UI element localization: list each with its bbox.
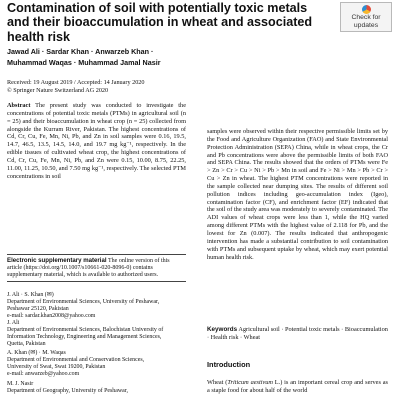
- affiliation-name: M. J. Nasir: [7, 381, 34, 387]
- keywords-text: Agricultural soil · Potential toxic metals · Bioaccumulation · Health risk · Wheat: [207, 326, 388, 341]
- introduction-heading: Introduction: [207, 360, 251, 369]
- intro-text-start: Wheat (: [207, 379, 228, 386]
- check-badge-line2: updates: [353, 21, 379, 29]
- affiliation-3: [7, 350, 186, 377]
- affiliation-2: [7, 320, 186, 347]
- abstract-text-left: The present study was conducted to investigate the concentrations of potential toxic metals (PTMs) in agricultural soil (n = 25) and their bioaccumulation in wheat crop (n = 25) collected from alongside the Kurram River, Pakistan. The highest concentrations of Cd, Cr, Cu, Fe, Mn, Ni, Pb, and Zn in soil samples were 0.16, 19.5, 14.7, 46.5, 13.5, 14.5, 14.0, and 19.7 mg kg⁻¹, respectively. In the edible tissues of cultivated wheat crop, the highest concentrations of Cd, Cr, Cu, Fe, Mn, Ni, Pb, and Zn were 0.15, 10.00, 8.75, 22.25, 11.00, 11.25, 10.50, and 7.50 mg kg⁻¹, respectively. The selected PTM concentrations in soil: [7, 102, 186, 180]
- affiliation-line: Peshawar 25120, Pakistan: [7, 305, 69, 312]
- check-badge-line1: Check for: [351, 14, 381, 21]
- author-list: [7, 47, 287, 68]
- introduction-paragraph: [207, 379, 388, 395]
- keywords-label: Keywords: [207, 326, 238, 333]
- copyright-notice: © Springer Nature Switzerland AG 2020: [7, 86, 109, 94]
- abstract-label: Abstract: [7, 102, 31, 109]
- affiliation-line: Department of Environmental and Conservation Sciences,: [7, 356, 145, 363]
- affiliation-line: Department of Geography, University of Peshawar,: [7, 387, 128, 394]
- affiliation-name: J. Ali: [7, 320, 20, 326]
- supplementary-material-note: [7, 254, 186, 282]
- affiliation-email[interactable]: e-mail: sardar.khan2008@yahoo.com: [7, 312, 96, 319]
- received-accepted-dates: Received: 19 August 2019 / Accepted: 14 January 2020: [7, 79, 145, 86]
- affiliation-name: A. Khan (✉) · M. Waqas: [7, 350, 66, 356]
- esm-text[interactable]: The online version of this article (https://doi.org/10.1007/s10661-020-8096-0) contains supplementary material, which is available to authorized users.: [7, 258, 170, 279]
- intro-species-name: Triticum aestivum: [227, 379, 273, 386]
- crossmark-icon: [362, 5, 371, 14]
- esm-label: Electronic supplementary material: [7, 257, 107, 264]
- keywords-block: [207, 326, 388, 342]
- affiliation-line: Quetta, Pakistan: [7, 340, 46, 347]
- abstract-right-column: [207, 128, 388, 261]
- affiliation-4: [7, 381, 186, 395]
- affiliation-name: J. Ali · S. Khan (✉): [7, 292, 54, 298]
- authors-line-1: Jawad Ali · Sardar Khan · Anwarzeb Khan ·: [7, 47, 154, 56]
- affiliation-line: Department of Environmental Sciences, Balochistan University of: [7, 326, 164, 333]
- affiliation-line: University of Swat, Swat 19200, Pakistan: [7, 363, 106, 370]
- publication-dates: [7, 79, 257, 95]
- abstract-text-right: samples were observed within their respective permissible limits set by the Food and Agriculture Organization (FAO) and State Environmental Protection Administration (SEPA) China, while in wheat crops, the Cr and Pb concentrations were above the permissible limits of both FAO and SEPA China. The results showed that the orders of PTMs were Fe > Zn > Cr > Cu > Ni > Pb > Mn in soil and Fe > Ni > Mn > Pb > Cr > Cu > Zn in wheat. The highest PTM concentrations were reported in the sample collected near dumping sites. The results of different soil pollution indices including geo-accumulation index (Igeo), contamination factor (CF), and enrichment factor (EF) indicated that the soil of the study area was moderately to severely contaminated. The ADI values of wheat crops were less than 1, while the HQ varied among different PTMs with the highest value of 2.118 for Pb, and the lowest for Zn (0.007). The results indicated that anthropogenic intervention has made a substantial contribution to soil contamination with PTMs and subsequent uptake by wheat, which may exert potential human health risk.: [207, 128, 388, 261]
- article-title: Contamination of soil with potentially toxic metals and their bioaccumulation in wheat and associated health risk: [7, 1, 313, 44]
- affiliation-email[interactable]: e-mail: anwarzeb@yahoo.com: [7, 370, 80, 377]
- affiliation-line: Information Technology, Engineering and Management Sciences,: [7, 333, 162, 340]
- affiliation-line: Department of Environmental Sciences, University of Peshawar,: [7, 298, 160, 305]
- affiliation-1: [7, 292, 186, 319]
- authors-line-2: Muhammad Waqas · Muhammad Jamal Nasir: [7, 57, 161, 67]
- abstract-paragraph: [7, 102, 186, 180]
- intro-text-end: L.) is an important cereal crop and serves as a staple food for about half of the world: [207, 379, 388, 394]
- abstract-left-column: [7, 102, 186, 180]
- check-for-updates-badge[interactable]: [340, 2, 392, 32]
